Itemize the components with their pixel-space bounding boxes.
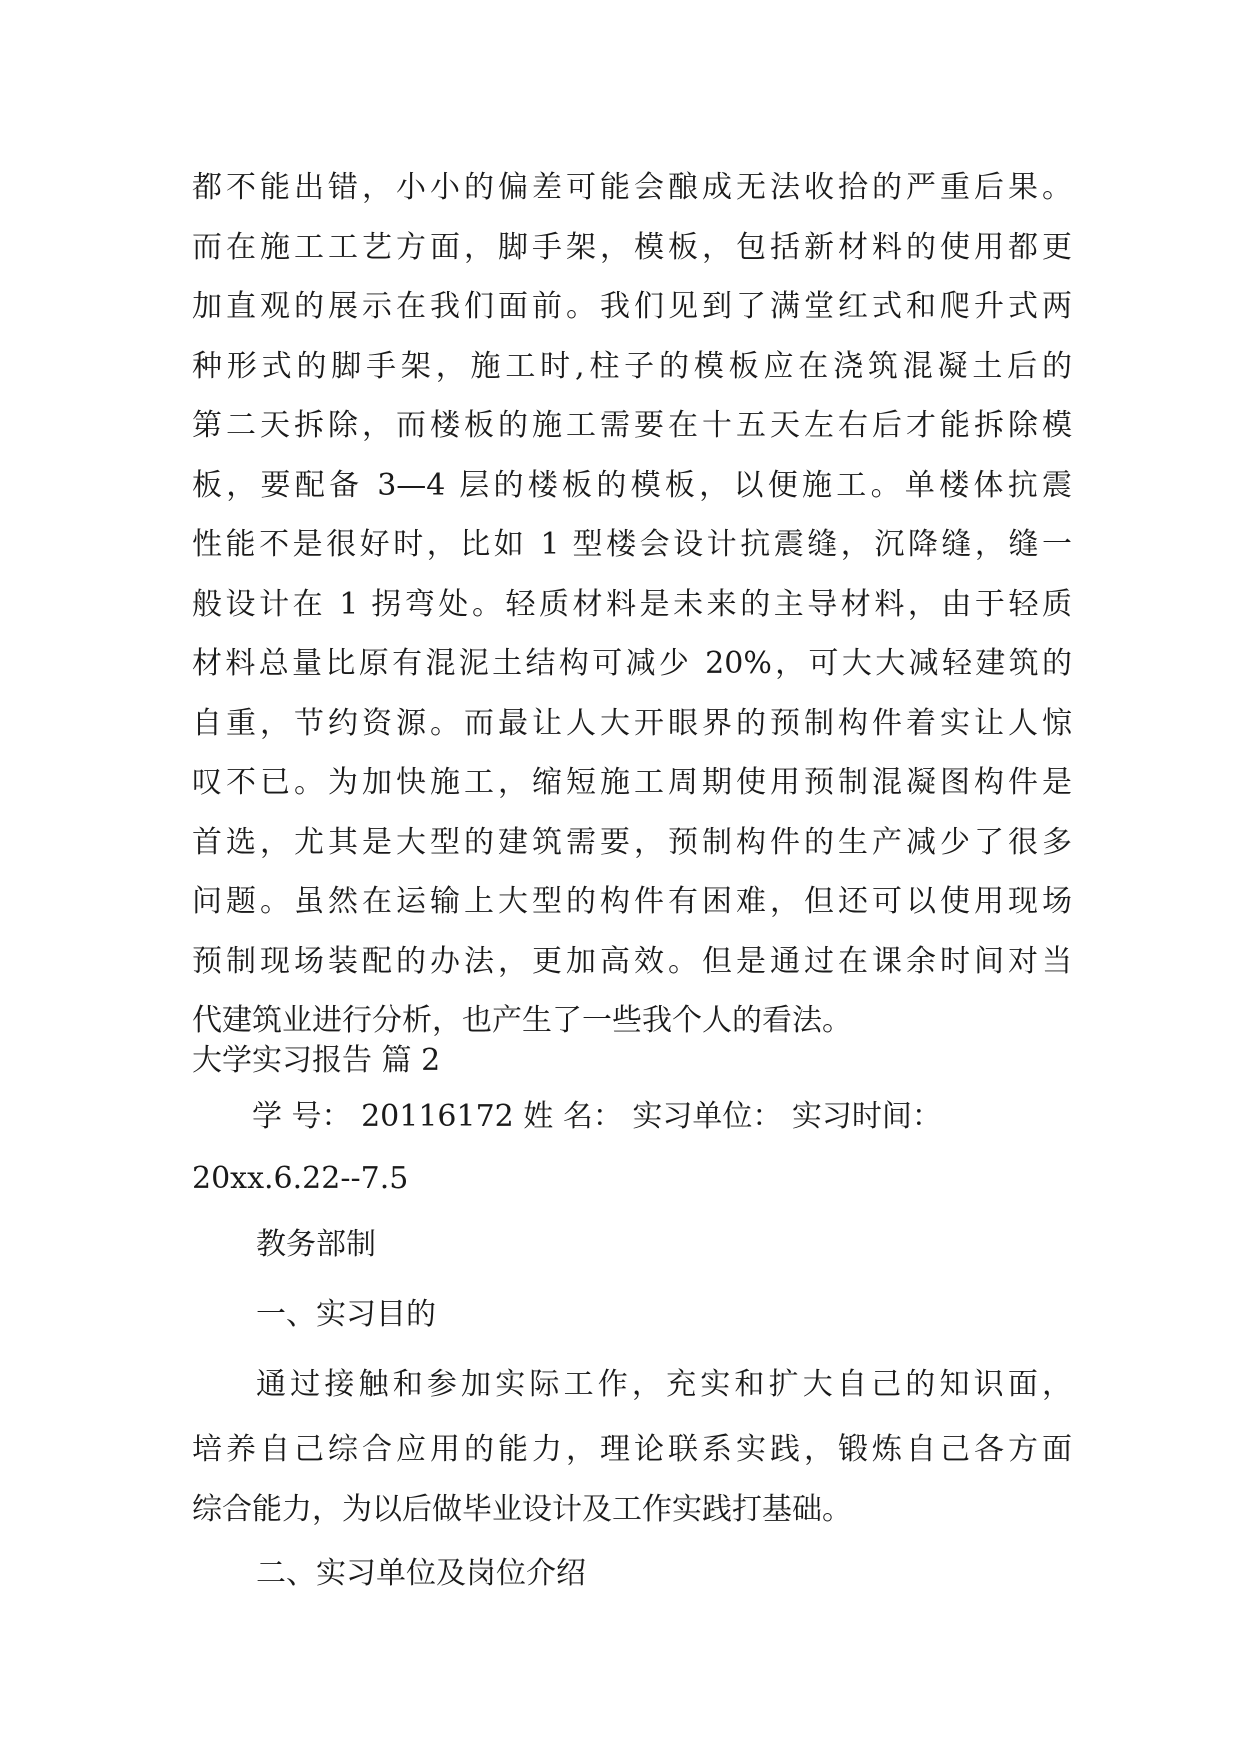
section-title: 大学实习报告 篇 2 [192, 1043, 441, 1078]
heading-purpose: 一、实习目的 [256, 1297, 436, 1332]
text-line: 通过接触和参加实际工作，充实和扩大自己的知识面， [256, 1367, 1072, 1402]
text-line: 培养自己综合应用的能力，理论联系实践，锻炼自己各方面 [192, 1432, 1072, 1467]
text-line: 都不能出错，小小的偏差可能会酿成无法收拾的严重后果。 [192, 170, 1072, 205]
text-line: 般设计在 1 拐弯处。轻质材料是未来的主导材料，由于轻质 [192, 586, 1072, 622]
text-line: 自重，节约资源。而最让人大开眼界的预制构件着实让人惊 [192, 705, 1072, 741]
body-paragraph [192, 158, 1072, 1051]
text-line: 问题。虽然在运输上大型的构件有困难，但还可以使用现场 [192, 884, 1072, 919]
text-line: 叹不已。为加快施工，缩短施工周期使用预制混凝图构件是 [192, 765, 1072, 800]
text-line: 第二天拆除，而楼板的施工需要在十五天左右后才能拆除模 [192, 408, 1072, 443]
heading-unit: 二、实习单位及岗位介绍 [256, 1556, 586, 1591]
text-line: 种形式的脚手架，施工时,柱子的模板应在浇筑混凝土后的 [192, 348, 1072, 384]
text-line: 首选，尤其是大型的建筑需要，预制构件的生产减少了很多 [192, 824, 1072, 860]
text-line: 综合能力，为以后做毕业设计及工作实践打基础。 [192, 1491, 852, 1527]
text-line: 材料总量比原有混泥土结构可减少 20%，可大大减轻建筑的 [192, 646, 1072, 681]
info-line: 学 号： 20116172 姓 名： 实习单位： 实习时间： [252, 1099, 942, 1134]
text-line: 加直观的展示在我们面前。我们见到了满堂红式和爬升式两 [192, 289, 1072, 324]
text-line: 而在施工工艺方面，脚手架，模板，包括新材料的使用都更 [192, 229, 1072, 265]
text-line: 性能不是很好时，比如 1 型楼会设计抗震缝，沉降缝，缝一 [192, 527, 1072, 562]
date-line: 20xx.6.22--7.5 [192, 1161, 409, 1196]
text-line: 代建筑业进行分析，也产生了一些我个人的看法。 [192, 1003, 852, 1038]
text-line: 板，要配备 3—4 层的楼板的模板，以便施工。单楼体抗震 [192, 467, 1072, 503]
report-section [192, 1036, 1072, 1609]
text-line: 预制现场装配的办法，更加高效。但是通过在课余时间对当 [192, 943, 1072, 979]
dept-line: 教务部制 [256, 1227, 376, 1262]
